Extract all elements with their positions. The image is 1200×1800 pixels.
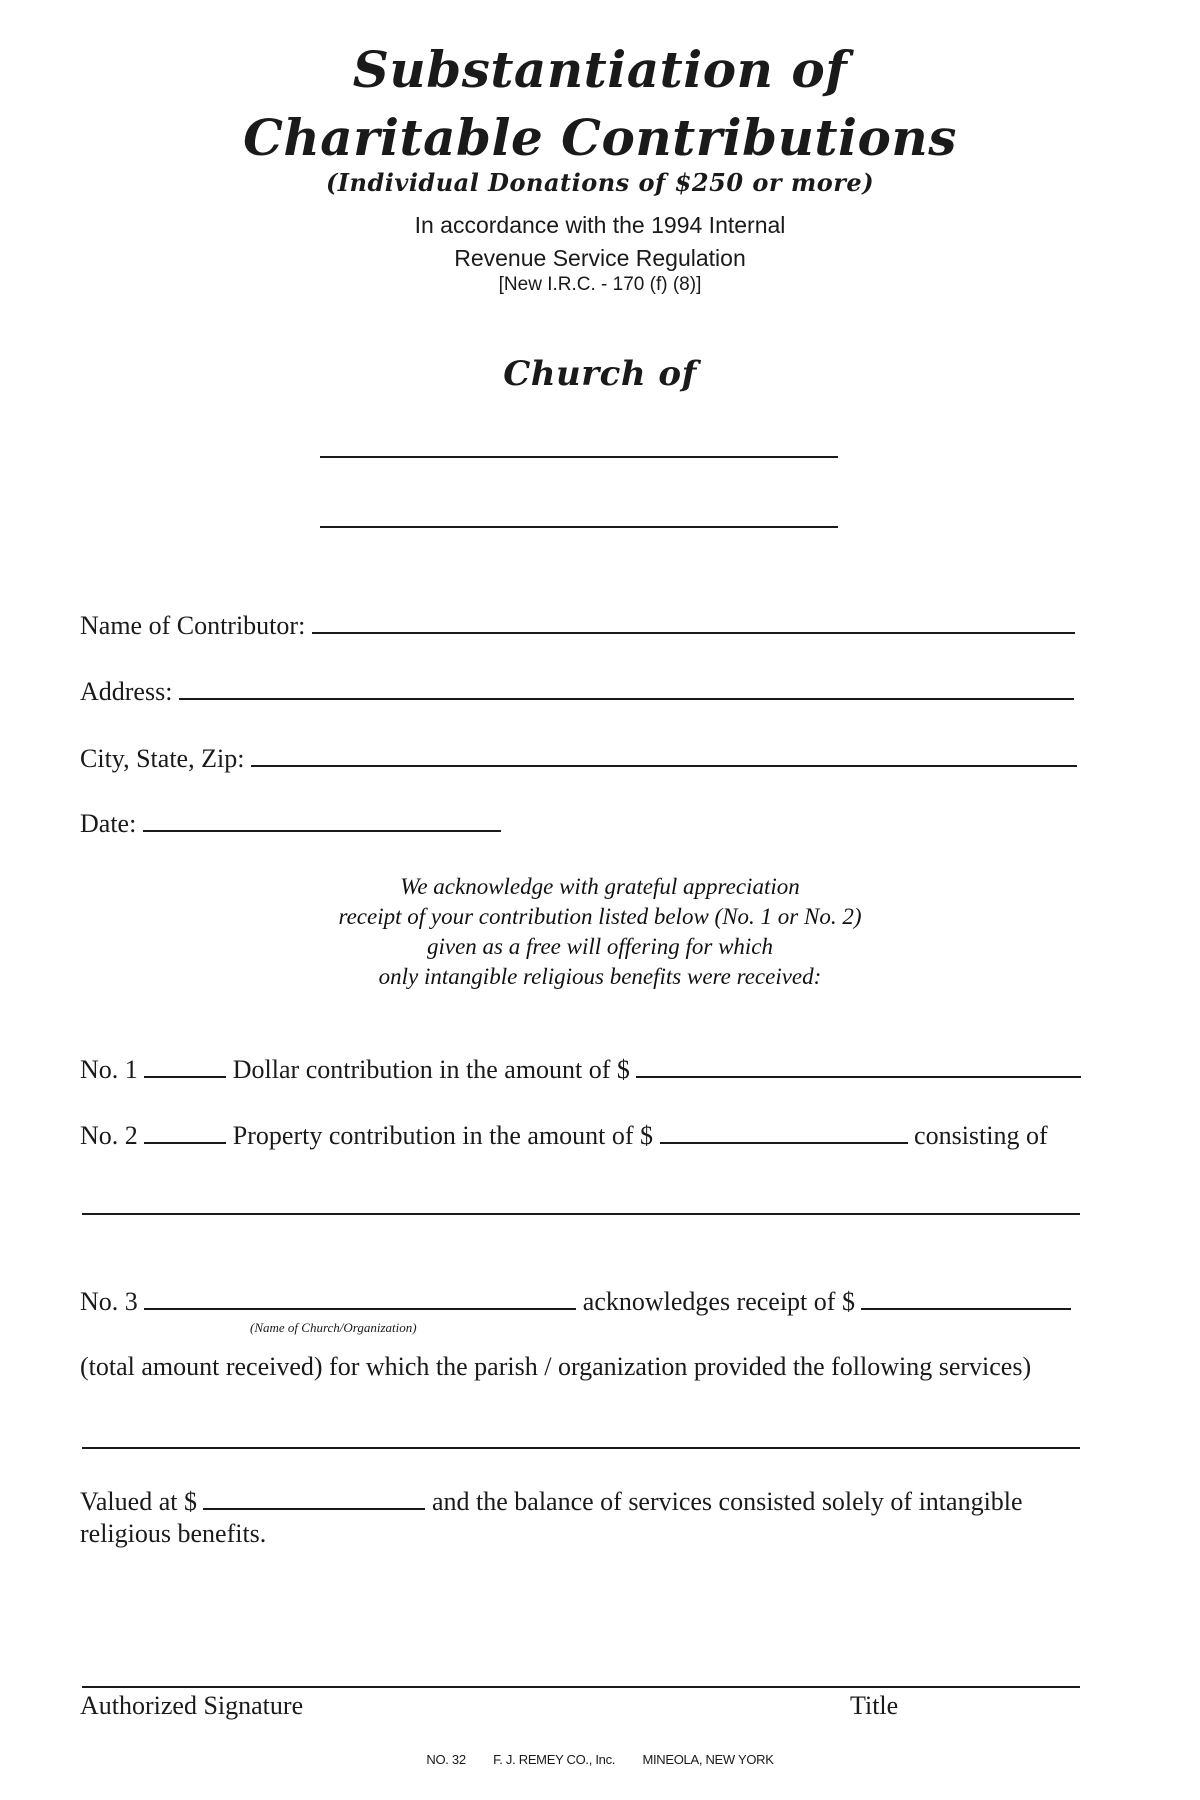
valued-suffix: and the balance of services consisted solely of intangible — [431, 1487, 1023, 1516]
no1-text: Dollar contribution in the amount of $ — [232, 1055, 630, 1084]
contribution-no3-row — [80, 1284, 1071, 1318]
acknowledgement-line: given as a free will offering for which — [426, 934, 774, 959]
contributor-name-row — [80, 608, 1075, 642]
address-field[interactable] — [179, 674, 1074, 700]
church-heading: Church of — [503, 354, 697, 394]
no2-amount-field[interactable] — [660, 1118, 908, 1144]
publisher: F. J. REMEY CO., Inc. — [493, 1752, 616, 1767]
city-state-zip-row — [80, 741, 1077, 775]
no3-continuation: (total amount received) for which the parish / organization provided the following services) — [80, 1352, 1032, 1381]
address-label: Address: — [80, 677, 173, 706]
address-row — [80, 674, 1074, 708]
signature-line[interactable] — [82, 1686, 1080, 1688]
no2-label: No. 2 — [80, 1121, 138, 1150]
publisher-location: MINEOLA, NEW YORK — [642, 1752, 774, 1767]
no3-caption: (Name of Church/Organization) — [250, 1320, 417, 1335]
regulation-line2: Revenue Service Regulation — [454, 245, 746, 271]
valued-prefix: Valued at $ — [80, 1487, 197, 1516]
valued-row — [80, 1484, 1023, 1518]
form-subtitle: (Individual Donations of $250 or more) — [325, 168, 875, 197]
church-name-line-2[interactable] — [320, 526, 838, 528]
church-name-line-1[interactable] — [320, 456, 838, 458]
valued-line2: religious benefits. — [80, 1519, 267, 1548]
valued-amount-field[interactable] — [203, 1484, 425, 1510]
services-description-line[interactable] — [82, 1447, 1080, 1449]
no2-description-line[interactable] — [82, 1213, 1080, 1215]
no3-label: No. 3 — [80, 1287, 138, 1316]
form-title-line2: Charitable Contributions — [243, 108, 957, 167]
form-number: NO. 32 — [426, 1752, 466, 1767]
no2-check-field[interactable] — [144, 1118, 226, 1144]
regulation-line1: In accordance with the 1994 Internal — [414, 212, 786, 238]
regulation-code: [New I.R.C. - 170 (f) (8)] — [498, 274, 702, 295]
date-label: Date: — [80, 809, 137, 838]
city-state-zip-label: City, State, Zip: — [80, 744, 245, 773]
acknowledgement-line: only intangible religious benefits were received: — [378, 964, 822, 989]
date-field[interactable] — [143, 806, 501, 832]
no1-amount-field[interactable] — [636, 1052, 1081, 1078]
no3-organization-field[interactable] — [144, 1284, 576, 1310]
footer — [0, 1752, 1200, 1767]
contributor-name-label: Name of Contributor: — [80, 611, 306, 640]
no2-text: Property contribution in the amount of $ — [232, 1121, 654, 1150]
acknowledgement-line: receipt of your contribution listed below (No. 1 or No. 2) — [338, 904, 862, 929]
no3-amount-field[interactable] — [861, 1284, 1071, 1310]
date-row — [80, 806, 501, 840]
acknowledgement-line: We acknowledge with grateful appreciation — [400, 874, 800, 899]
form-title-line1: Substantiation of — [352, 40, 848, 99]
contribution-no1-row — [80, 1052, 1081, 1086]
no1-check-field[interactable] — [144, 1052, 226, 1078]
no1-label: No. 1 — [80, 1055, 138, 1084]
no3-text: acknowledges receipt of $ — [582, 1287, 855, 1316]
authorized-signature-label: Authorized Signature — [80, 1691, 304, 1720]
contribution-no2-row — [80, 1118, 1048, 1152]
city-state-zip-field[interactable] — [251, 741, 1077, 767]
contributor-name-field[interactable] — [312, 608, 1075, 634]
title-label: Title — [850, 1691, 899, 1720]
acknowledgement-text — [0, 872, 1200, 992]
no2-suffix: consisting of — [914, 1121, 1048, 1150]
